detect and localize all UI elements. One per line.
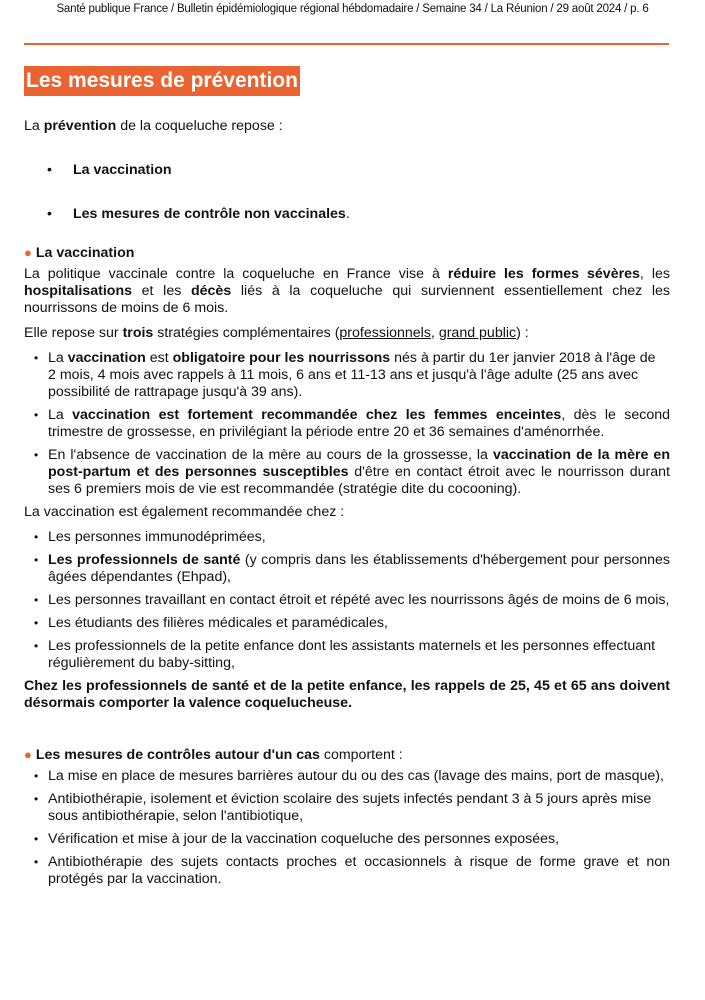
bold-text: décès	[190, 283, 232, 299]
intro-paragraph	[24, 118, 670, 135]
bold-text: trois	[122, 325, 154, 341]
heading-rest: comportent :	[319, 747, 403, 763]
also-recommended-paragraph: La vaccination est également recommandée chez :	[24, 504, 345, 520]
text: 2 mois, 4 mois avec rappels à 11 mois, 6 ans et 11-13 ans et jusqu'à l'âge adulte (25 ans avec possibilité de rattrapage jusqu'à 39 ans).	[48, 367, 639, 400]
list-item	[24, 350, 670, 401]
text: Les personnes immunodéprimées,	[48, 529, 266, 545]
text: , dès le second trimestre de grossesse, en privilégiant la période entre 20 et 36 semaines d'aménorrhée.	[48, 407, 670, 440]
controls-heading	[24, 746, 670, 764]
orange-bullet-icon: ●	[24, 245, 32, 260]
bold-text: vaccination de la mère en post-partum et des personnes susceptibles	[48, 447, 670, 480]
text: La	[48, 350, 68, 366]
bullet-icon: •	[34, 639, 39, 653]
booster-note: Chez les professionnels de santé et de la petite enfance, les rappels de 25, 45 et 65 ans doivent désormais comporter la valence coquelucheuse.	[24, 678, 670, 711]
text: nés à partir du 1er janvier 2018 à l'âge de	[390, 350, 656, 366]
text: stratégies complémentaires (	[153, 325, 340, 341]
controls-list	[24, 768, 670, 888]
bold-text: vaccination	[67, 350, 146, 366]
text: Elle repose sur	[24, 325, 123, 341]
bullet-icon: •	[34, 832, 39, 846]
strategies-list	[24, 350, 670, 498]
bullet-icon: •	[34, 593, 39, 607]
main-content	[24, 118, 670, 894]
text: Vérification et mise à jour de la vaccination coqueluche des personnes exposées,	[48, 831, 560, 847]
vaccination-heading	[24, 244, 670, 262]
section-title: Les mesures de prévention	[24, 66, 300, 96]
list-item	[24, 615, 670, 632]
bold-text: vaccination est fortement recommandée chez les femmes enceintes	[72, 407, 562, 423]
list-item	[24, 831, 670, 848]
intro-text: La	[24, 118, 44, 134]
page-header: Santé publique France / Bulletin épidémiologique régional hébdomadaire / Semaine 34 / La Réunion / 29 août 2024 / p. 6	[56, 3, 649, 15]
list-item	[24, 791, 670, 825]
bullet-icon: •	[34, 792, 39, 806]
targets-list	[24, 529, 670, 672]
bold-text: hospitalisations	[24, 283, 132, 299]
text: Les professionnels de la petite enfance dont les assistants maternels et les personnes effectuant régulièrement du baby-sitting,	[48, 638, 656, 671]
heading-text: Les mesures de contrôles autour d'un cas	[35, 747, 320, 763]
header-divider	[24, 43, 669, 45]
list-item	[24, 592, 670, 609]
list-item-text: La vaccination	[73, 162, 172, 178]
text: liés à la coqueluche qui surviennent essentiellement chez les nourrissons de moins de 6 mois.	[24, 283, 671, 316]
link-professionnels[interactable]: professionnels	[339, 325, 431, 341]
text: Les personnes travaillant en contact étroit et répété avec les nourrissons âgés de moins de 6 mois,	[48, 592, 670, 608]
text: Les étudiants des filières médicales et paramédicales,	[48, 615, 388, 631]
intro-bold: prévention	[43, 118, 117, 134]
list-item	[24, 768, 670, 785]
bullet-icon: •	[34, 769, 39, 783]
bullet-icon: •	[34, 616, 39, 630]
strategies-paragraph	[24, 325, 670, 342]
heading-text: La vaccination	[35, 245, 135, 261]
text: est	[145, 350, 173, 366]
list-item	[24, 447, 670, 498]
text: d'être en contact étroit avec le nourrisson durant ses 6 premiers mois de vie est recommandée (stratégie dite du cocooning).	[48, 464, 670, 497]
text: et les	[132, 283, 191, 299]
text: (y compris dans les établissements d'hébergement pour personnes âgées dépendantes (Ehpad),	[48, 552, 670, 585]
list-item-period: .	[345, 206, 350, 222]
link-grand-public[interactable]: grand public	[438, 325, 517, 341]
list-item	[24, 206, 670, 223]
list-item	[24, 529, 670, 546]
text: La	[48, 407, 73, 423]
bullet-icon: •	[34, 553, 39, 567]
bold-text: Les professionnels de santé	[48, 552, 241, 568]
bullet-icon: •	[34, 448, 39, 462]
text: La politique vaccinale contre la coqueluche en France vise à	[24, 266, 448, 282]
prevention-list	[24, 162, 670, 223]
list-item	[24, 638, 670, 672]
text: Antibiothérapie, isolement et éviction scolaire des sujets infectés pendant 3 à 5 jours après mise sous antibiothérapie, selon l'antibiotique,	[48, 791, 652, 824]
text: ) :	[516, 325, 529, 341]
text: Antibiothérapie des sujets contacts proches et occasionnels à risque de forme grave et non protégés par la vaccination.	[48, 854, 670, 887]
bullet-icon: •	[47, 162, 52, 178]
orange-bullet-icon: ●	[24, 747, 32, 762]
bullet-icon: •	[34, 408, 39, 422]
list-item	[24, 854, 670, 888]
list-item	[24, 407, 670, 441]
list-item	[24, 552, 670, 586]
text: La mise en place de mesures barrières autour du ou des cas (lavage des mains, port de masque),	[48, 768, 664, 784]
bullet-icon: •	[34, 351, 39, 365]
bold-text: réduire les formes sévères	[447, 266, 640, 282]
bullet-icon: •	[47, 206, 52, 222]
text: , les	[639, 266, 670, 282]
intro-text-end: de la coqueluche repose :	[116, 118, 283, 134]
bullet-icon: •	[34, 530, 39, 544]
bullet-icon: •	[34, 855, 39, 869]
vaccination-policy-paragraph	[24, 266, 670, 317]
list-item	[24, 162, 670, 179]
bold-text: obligatoire pour les nourrissons	[172, 350, 391, 366]
text: ,	[430, 325, 439, 341]
text: En l'absence de vaccination de la mère au cours de la grossesse, la	[48, 447, 493, 463]
list-item-text: Les mesures de contrôle non vaccinales	[73, 206, 346, 222]
